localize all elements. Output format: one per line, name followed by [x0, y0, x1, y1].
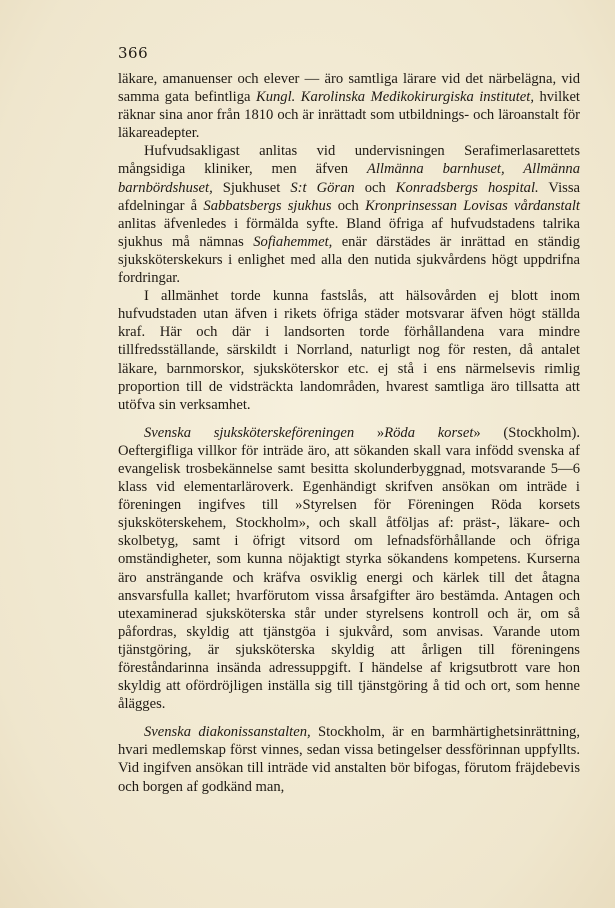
paragraph-1 [118, 70, 580, 142]
section-heading: Svenska sjuksköterskeföreningen [144, 424, 355, 441]
institution-name: Sofiahemmet, [253, 233, 333, 250]
text-run: Hufvudsakligast anlitas vid undervisningen Serafimerlasarettets mångsidiga kliniker, men äfven [118, 143, 580, 178]
section-heading: Svenska diakonissanstalten, [144, 724, 311, 741]
institution-name: Kungl. Karolinska Medikokirurgiska institutet, [255, 89, 534, 106]
text-run: och [331, 197, 366, 214]
institution-name: Sabbatsbergs sjukhus [203, 197, 332, 214]
text-run: läkare, amanuenser och elever — äro samtliga lärare vid det närbelägna, vid samma gata befintliga [118, 71, 580, 106]
paragraph-2 [118, 142, 580, 287]
text-run: Vissa afdelningar å [118, 179, 580, 214]
institution-name: Konradsbergs hospital. [395, 179, 539, 196]
text-run: Sjukhuset [212, 179, 291, 196]
text-run: Stockholm, är en barmhärtighetsinrättning, hvari medlemskap först vinnes, sedan vissa betingelser dessförinnan uppfyllts. Vid ingifven ansökan till inträde vid anstalten bör bifogas, förutom fräjdebevis och borgen af godkänd man, [118, 724, 580, 795]
paragraph-3 [118, 287, 580, 414]
paragraph-5 [118, 723, 580, 795]
text-run: I allmänhet torde kunna fastslås, att hälsovården ej blott inom hufvudstaden utan äfven i rikets öfriga städer motsvarar äfven högt ställda kraf. Här och där i landsorten torde förhållandena vara mindre tillfredsställande, särskildt i Norrland, naturligt nog för resten, då antalet läkare, barnmorskor, sjuksköterskor etc. ej stå i ens närmelsevis rimlig proportion till de vidsträckta landområden, hvarest samtliga äro tillsatta att utöfva sin verksamhet. [118, 288, 580, 413]
text-run: » [354, 424, 385, 441]
paragraph-4 [118, 424, 580, 714]
text-run: hvilket räknar sina anor från 1810 och är inrättadt som utbildnings- och läroanstalt för läkareadepter. [118, 89, 580, 142]
text-run: anlitas äfvenledes i förmälda syfte. Bland öfriga af hufvudstadens talrika sjukhus må nämnas [118, 215, 580, 250]
text-run: och [354, 179, 396, 196]
institution-name: Allmänna barnhuset, Allmänna barnbördshuset, [118, 161, 580, 196]
text-run: » (Stockholm). Oeftergifliga villkor för inträde äro, att sökanden skall vara infödd svenska af evangelisk trosbekännelse samt besitta skolunderbyggnad, motsvarande 5—6 klass vid elementarläroverk. Egenhändigt skrifven ansökan om inträde i föreningen ingifves till »Styrelsen för Föreningen Röda korsets sjuksköterskehem, Stockholm», och skall åtföljas af: präst-, läkare- och skolbetyg, samt i öfrigt vitsord om lefnadsförhållande och öfriga omständigheter, som kunna nöjaktigt styrka sökandens kompetens. Kurserna äro ansträngande och kräfva osviklig energi och kärlek till det åtagna ansvarsfulla kallet; hvarförutom vissa årsafgifter äro bestämda. Antagen och utexaminerad sjuksköterska står under styrelsens kontroll och är, om så påfordras, skyldig att tjänstgöa i sjukvård, som anvisas. Varande utom tjänstgöring, är sjuksköterska skyldig att årligen till föreningens föreståndarinna insända adressuppgift. I händelse af krigsutbrott vare hon skyldig att ofördröjligen inställa sig till tjänstgöring å tid och ort, som henne ålägges. [118, 424, 580, 713]
page-number: 366 [118, 44, 149, 62]
institution-name: Kronprinsessan Lovisas vårdanstalt [365, 197, 580, 214]
text-run: enär därstädes är inrättad en ständig sjuksköterskekurs i enlighet med alla den nutida sjukvårdens högt uppdrifna fordringar. [118, 233, 580, 287]
institution-name: S:t Göran [290, 179, 355, 196]
body-text [118, 70, 580, 796]
section-heading: Röda korset [384, 424, 474, 441]
